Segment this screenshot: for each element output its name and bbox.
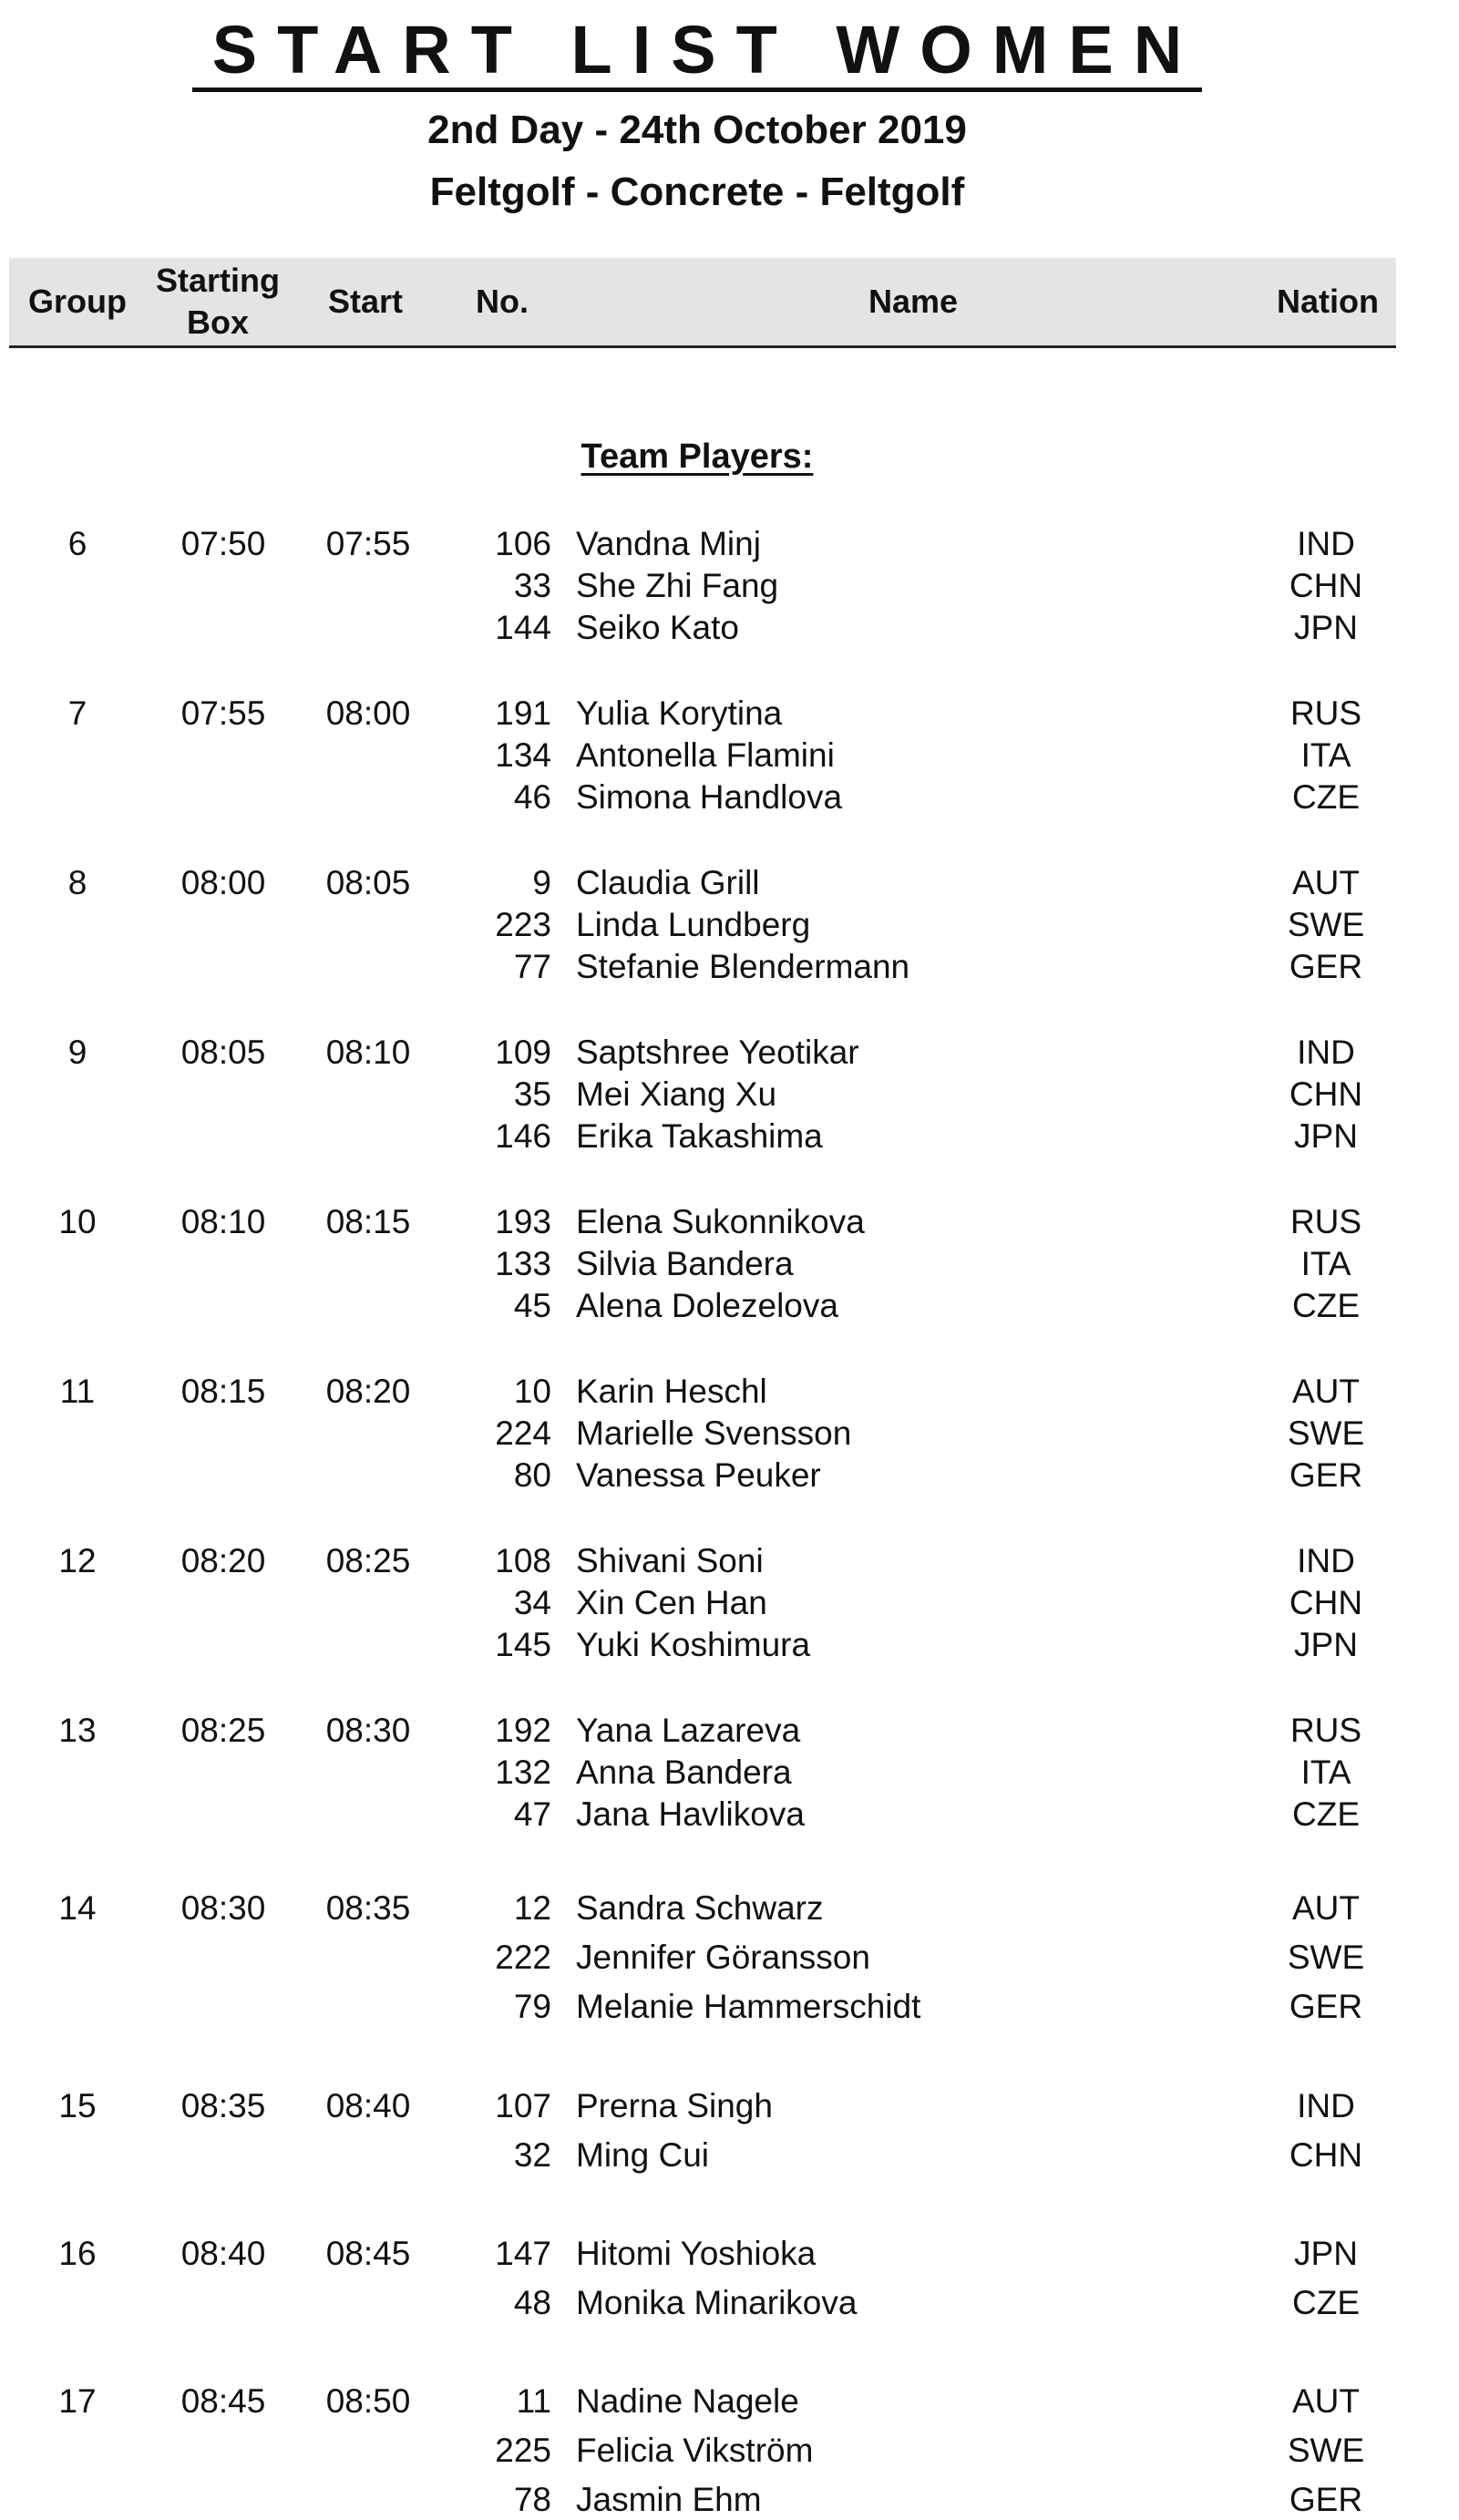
player-name: Nadine Nagele	[576, 2382, 799, 2420]
player-number: 222	[495, 1939, 551, 1976]
player-name: Jasmin Ehm	[576, 2481, 762, 2518]
player-nation: CZE	[1292, 778, 1360, 816]
player-name: Stefanie Blendermann	[576, 948, 910, 985]
start-time: 08:25	[325, 1542, 411, 1579]
player-number: 224	[495, 1414, 551, 1452]
player-nation: AUT	[1292, 1889, 1360, 1927]
player-number: 132	[495, 1754, 551, 1791]
player-number: 48	[513, 2284, 551, 2321]
start-time: 08:10	[325, 1034, 411, 1071]
start-time: 08:20	[325, 1373, 411, 1410]
player-nation: GER	[1289, 948, 1363, 985]
starting-box-time: 07:50	[180, 525, 266, 562]
player-nation: ITA	[1300, 736, 1351, 774]
starting-box-time: 08:45	[180, 2382, 266, 2420]
player-name: Elena Sukonnikova	[576, 1203, 865, 1240]
player-number: 34	[513, 1584, 551, 1621]
player-name: Felicia Vikström	[576, 2432, 814, 2469]
player-nation: CZE	[1292, 1287, 1360, 1324]
player-name: Vandna Minj	[576, 525, 761, 562]
player-nation: IND	[1297, 2087, 1355, 2124]
column-header-starting-box-line1: Starting	[155, 262, 281, 299]
column-header-name: Name	[868, 283, 959, 320]
player-number: 45	[513, 1287, 551, 1324]
player-name: Shivani Soni	[576, 1542, 764, 1579]
start-time: 08:15	[325, 1203, 411, 1240]
player-number: 144	[495, 609, 551, 646]
player-number: 191	[495, 694, 551, 732]
start-time: 08:50	[325, 2382, 411, 2420]
start-time: 08:05	[325, 864, 411, 901]
player-nation: RUS	[1289, 1203, 1362, 1240]
player-nation: JPN	[1294, 1626, 1358, 1663]
player-nation: JPN	[1294, 1117, 1358, 1155]
player-nation: SWE	[1287, 2432, 1365, 2469]
player-nation: CZE	[1292, 1795, 1360, 1833]
player-nation: ITA	[1300, 1754, 1351, 1791]
group-number: 16	[58, 2235, 97, 2272]
player-name: Yuki Koshimura	[576, 1626, 811, 1663]
player-number: 46	[513, 778, 551, 816]
starting-box-time: 08:05	[180, 1034, 266, 1071]
start-time: 08:00	[325, 694, 411, 732]
player-name: Monika Minarikova	[576, 2284, 858, 2321]
player-number: 32	[513, 2136, 551, 2174]
player-nation: CHN	[1289, 1584, 1363, 1621]
player-number: 145	[495, 1626, 551, 1663]
column-header-group: Group	[28, 283, 127, 320]
column-header-start: Start	[327, 283, 404, 320]
group-number: 6	[67, 525, 87, 562]
starting-box-time: 08:25	[180, 1712, 266, 1749]
starting-box-time: 08:40	[180, 2235, 266, 2272]
group-number: 12	[58, 1542, 97, 1579]
player-number: 192	[495, 1712, 551, 1749]
starting-box-time: 08:10	[180, 1203, 266, 1240]
player-nation: GER	[1289, 2481, 1363, 2518]
group-number: 11	[59, 1373, 96, 1410]
player-name: Mei Xiang Xu	[576, 1075, 777, 1113]
group-number: 8	[67, 864, 87, 901]
event-day-subtitle: 2nd Day - 24th October 2019	[427, 108, 967, 152]
starting-box-time: 07:55	[180, 694, 266, 732]
player-nation: SWE	[1287, 1939, 1365, 1976]
player-nation: RUS	[1289, 694, 1362, 732]
player-number: 225	[495, 2432, 551, 2469]
player-nation: GER	[1289, 1988, 1363, 2025]
player-name: Anna Bandera	[576, 1754, 792, 1791]
player-number: 79	[513, 1988, 551, 2025]
player-name: Xin Cen Han	[576, 1584, 767, 1621]
player-nation: JPN	[1294, 2235, 1358, 2272]
player-nation: SWE	[1287, 906, 1365, 943]
group-number: 10	[58, 1203, 97, 1240]
player-name: Jennifer Göransson	[576, 1939, 870, 1976]
group-number: 7	[67, 694, 87, 732]
player-nation: IND	[1297, 1542, 1355, 1579]
start-time: 08:45	[325, 2235, 411, 2272]
player-number: 107	[495, 2087, 551, 2124]
player-number: 133	[495, 1245, 551, 1282]
player-name: Alena Dolezelova	[576, 1287, 838, 1324]
player-nation: IND	[1297, 1034, 1355, 1071]
player-name: Melanie Hammerschidt	[576, 1988, 921, 2025]
group-number: 13	[58, 1712, 97, 1749]
group-number: 9	[67, 1034, 87, 1071]
player-nation: IND	[1297, 525, 1355, 562]
player-nation: GER	[1289, 1456, 1363, 1494]
player-name: Ming Cui	[576, 2136, 709, 2174]
section-label-team-players: Team Players:	[581, 437, 814, 476]
player-name: Karin Heschl	[576, 1373, 767, 1410]
player-name: Yulia Korytina	[576, 694, 783, 732]
starting-box-time: 08:15	[180, 1373, 266, 1410]
column-header-nation: Nation	[1277, 283, 1379, 320]
player-name: Linda Lundberg	[576, 906, 811, 943]
player-number: 77	[513, 948, 551, 985]
player-nation: AUT	[1292, 1373, 1360, 1410]
starting-box-time: 08:20	[180, 1542, 266, 1579]
column-header-no: No.	[476, 283, 529, 320]
player-name: Yana Lazareva	[576, 1712, 801, 1749]
player-nation: CHN	[1289, 567, 1363, 604]
player-number: 106	[495, 525, 551, 562]
group-number: 15	[58, 2087, 97, 2124]
player-nation: ITA	[1300, 1245, 1351, 1282]
column-header-starting-box	[156, 260, 280, 344]
player-nation: RUS	[1289, 1712, 1362, 1749]
player-number: 10	[513, 1373, 551, 1410]
player-nation: AUT	[1292, 2382, 1360, 2420]
player-name: Seiko Kato	[576, 609, 739, 646]
player-number: 9	[532, 864, 551, 901]
start-time: 08:40	[325, 2087, 411, 2124]
player-number: 47	[513, 1795, 551, 1833]
player-name: Erika Takashima	[576, 1117, 823, 1155]
course-subtitle: Feltgolf - Concrete - Feltgolf	[429, 170, 965, 214]
player-name: Prerna Singh	[576, 2087, 773, 2124]
player-nation: CZE	[1292, 2284, 1360, 2321]
start-time: 08:30	[325, 1712, 411, 1749]
player-number: 193	[495, 1203, 551, 1240]
player-nation: JPN	[1294, 609, 1358, 646]
starting-box-time: 08:30	[180, 1889, 266, 1927]
player-number: 223	[495, 906, 551, 943]
table-header	[9, 258, 1396, 348]
starting-box-time: 08:00	[180, 864, 266, 901]
player-number: 147	[495, 2235, 551, 2272]
player-name: She Zhi Fang	[576, 567, 779, 604]
player-number: 109	[495, 1034, 551, 1071]
player-nation: SWE	[1287, 1414, 1365, 1452]
player-name: Hitomi Yoshioka	[576, 2235, 817, 2272]
player-name: Marielle Svensson	[576, 1414, 852, 1452]
player-name: Sandra Schwarz	[576, 1889, 824, 1927]
player-nation: AUT	[1292, 864, 1360, 901]
column-header-starting-box-line2: Box	[186, 303, 250, 341]
player-name: Silvia Bandera	[576, 1245, 794, 1282]
player-number: 146	[495, 1117, 551, 1155]
player-name: Jana Havlikova	[576, 1795, 805, 1833]
player-nation: CHN	[1289, 2136, 1363, 2174]
player-name: Saptshree Yeotikar	[576, 1034, 859, 1071]
player-number: 80	[513, 1456, 551, 1494]
player-number: 33	[513, 567, 551, 604]
start-time: 07:55	[325, 525, 411, 562]
starting-box-time: 08:35	[180, 2087, 266, 2124]
player-name: Antonella Flamini	[576, 736, 835, 774]
group-number: 14	[58, 1889, 97, 1927]
document-title: START LIST WOMEN	[0, 13, 1394, 92]
player-name: Vanessa Peuker	[576, 1456, 821, 1494]
player-number: 78	[513, 2481, 551, 2518]
player-name: Simona Handlova	[576, 778, 843, 816]
start-time: 08:35	[325, 1889, 411, 1927]
player-number: 12	[513, 1889, 551, 1927]
player-number: 134	[495, 736, 551, 774]
player-name: Claudia Grill	[576, 864, 760, 901]
player-number: 35	[513, 1075, 551, 1113]
player-number: 11	[516, 2382, 551, 2420]
player-number: 108	[495, 1542, 551, 1579]
player-nation: CHN	[1289, 1075, 1363, 1113]
group-number: 17	[58, 2382, 97, 2420]
